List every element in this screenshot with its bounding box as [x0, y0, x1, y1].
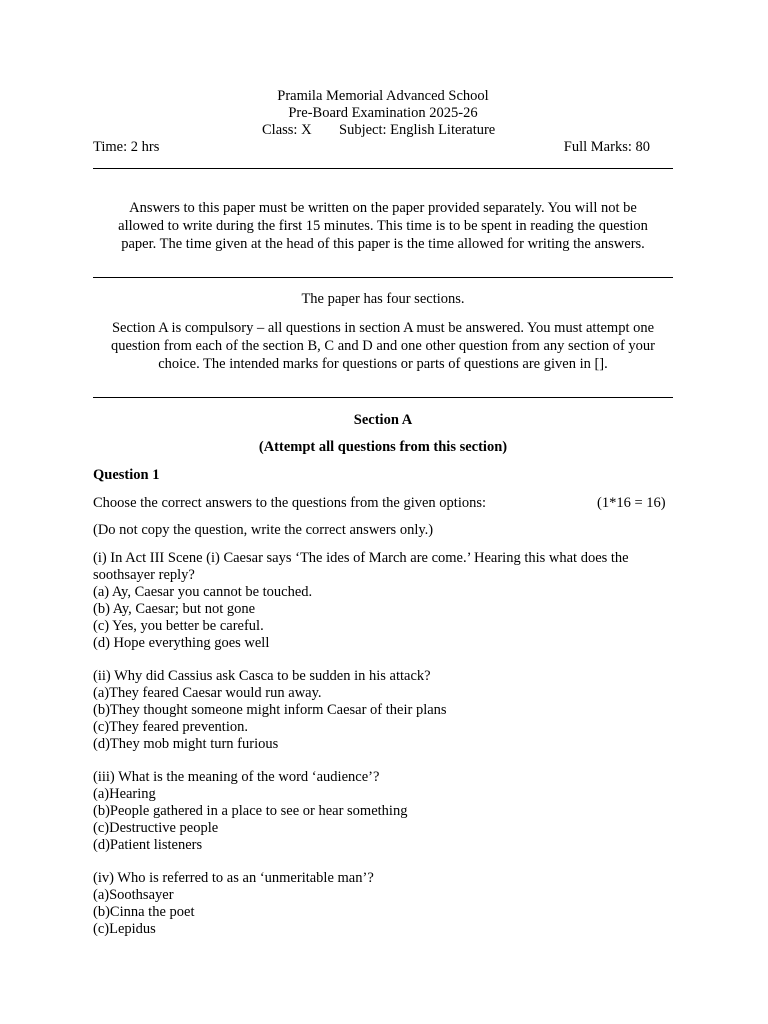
sub-question-ii — [93, 668, 673, 753]
divider-3 — [93, 397, 673, 398]
sub-question-i — [93, 550, 673, 652]
divider-2 — [93, 277, 673, 278]
option: (a)Hearing — [93, 786, 156, 802]
option: (c) Yes, you better be careful. — [93, 618, 264, 634]
sections-info-line: question from each of the section B, C and D and one other question from any section of your — [110, 338, 656, 354]
sub-question-iv — [93, 870, 673, 938]
question-text: (iii) What is the meaning of the word ‘audience’? — [93, 769, 380, 785]
option: (b) Ay, Caesar; but not gone — [93, 601, 256, 617]
option: (a)They feared Caesar would run away. — [93, 685, 322, 701]
option: (c)Lepidus — [93, 921, 156, 937]
question-text: (ii) Why did Cassius ask Casca to be sudden in his attack? — [93, 668, 431, 684]
section-title: Section A — [353, 412, 413, 428]
divider-1 — [93, 168, 673, 169]
sections-intro: The paper has four sections. — [301, 291, 465, 307]
instruction-line: paper. The time given at the head of this paper is the time allowed for writing the answers. — [121, 236, 645, 252]
question-text: soothsayer reply? — [93, 567, 195, 583]
question-prompt: Choose the correct answers to the questions from the given options: — [93, 495, 487, 511]
subject-label: Subject: English Literature — [339, 122, 496, 138]
class-label: Class: X — [262, 122, 312, 138]
option: (b)They thought someone might inform Caesar of their plans — [93, 702, 447, 718]
full-marks-label: Full Marks: 80 — [563, 139, 650, 155]
school-name: Pramila Memorial Advanced School — [277, 88, 489, 104]
option: (d)They mob might turn furious — [93, 736, 279, 752]
option: (c)They feared prevention. — [93, 719, 248, 735]
instruction-line: allowed to write during the first 15 minutes. This time is to be spent in reading the question — [118, 218, 648, 234]
option: (b)People gathered in a place to see or hear something — [93, 803, 408, 819]
question-text: (i) In Act III Scene (i) Caesar says ‘The ides of March are come.’ Hearing this what does the — [93, 550, 629, 566]
question-label: Question 1 — [93, 467, 160, 483]
instruction-line: Answers to this paper must be written on the paper provided separately. You will not be — [129, 200, 637, 216]
option: (c)Destructive people — [93, 820, 219, 836]
question-note: (Do not copy the question, write the correct answers only.) — [93, 522, 434, 538]
option: (d) Hope everything goes well — [93, 635, 270, 651]
question-text: (iv) Who is referred to as an ‘unmeritable man’? — [93, 870, 374, 886]
exam-title: Pre-Board Examination 2025-26 — [288, 105, 478, 121]
option: (b)Cinna the poet — [93, 904, 195, 920]
sections-info-line: Section A is compulsory – all questions in section A must be answered. You must attempt one — [111, 320, 655, 336]
option: (a) Ay, Caesar you cannot be touched. — [93, 584, 313, 600]
question-marks: (1*16 = 16) — [597, 495, 666, 511]
instructions — [93, 200, 673, 253]
option: (d)Patient listeners — [93, 837, 203, 853]
option: (a)Soothsayer — [93, 887, 174, 903]
sub-question-iii — [93, 769, 673, 854]
sections-info-line: choice. The intended marks for questions or parts of questions are given in []. — [158, 356, 608, 372]
time-label: Time: 2 hrs — [93, 139, 160, 155]
section-subtitle: (Attempt all questions from this section) — [258, 439, 508, 455]
sections-info — [93, 320, 673, 373]
